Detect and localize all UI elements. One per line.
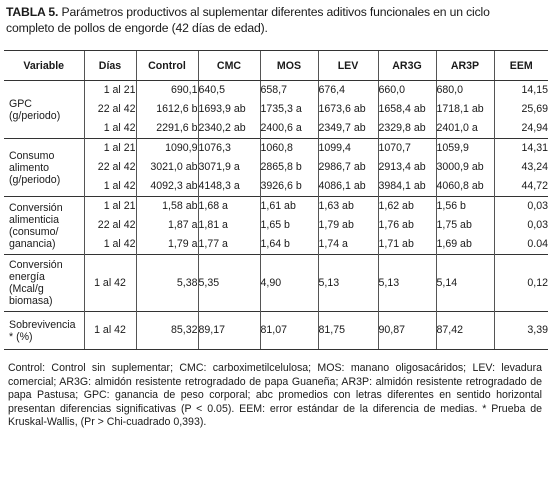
column-header: EEM <box>494 51 548 81</box>
value-cell: 1,68 a <box>198 197 260 217</box>
table-title-line2: completo de pollos de engorde (42 días de edad). <box>6 21 268 35</box>
value-cell: 2865,8 b <box>260 158 318 177</box>
table-footnote: Control: Control sin suplementar; CMC: carboximetilcelulosa; MOS: manano oligosacáridos; LEV: levadura comercial; AR3G: almidón resistente retrogradado de papa Guaneña; AR3P: almidón resistente retrogradado de papa Pastusa; GPC: ganancia de peso corporal; abc promedios con letras diferentes en sentido horizontal presentan diferencias significativas (P < 0.05). EEM: error estándar de la diferencia de medias. * Prueba de Kruskal-Wallis, (Pr > Chi-cuadrado 0,393). <box>8 362 542 429</box>
days-cell: 1 al 21 <box>84 197 136 217</box>
value-cell: 3071,9 a <box>198 158 260 177</box>
value-cell: 1658,4 ab <box>378 100 436 119</box>
value-cell: 25,69 <box>494 100 548 119</box>
days-cell: 22 al 42 <box>84 100 136 119</box>
value-cell: 2329,8 ab <box>378 119 436 139</box>
value-cell: 4,90 <box>260 255 318 312</box>
table-row <box>4 255 548 312</box>
value-cell: 81,75 <box>318 312 378 350</box>
table-label: TABLA 5. <box>6 5 59 19</box>
value-cell: 3021,0 ab <box>136 158 198 177</box>
table-body <box>4 81 548 350</box>
value-cell: 4092,3 ab <box>136 177 198 197</box>
days-cell: 1 al 42 <box>84 255 136 312</box>
value-cell: 1076,3 <box>198 139 260 159</box>
value-cell: 14,31 <box>494 139 548 159</box>
value-cell: 1070,7 <box>378 139 436 159</box>
variable-cell: Sobrevivencia * (%) <box>4 312 84 350</box>
value-cell: 1,65 b <box>260 216 318 235</box>
value-cell: 2291,6 b <box>136 119 198 139</box>
column-header: Variable <box>4 51 84 81</box>
days-cell: 1 al 21 <box>84 81 136 101</box>
value-cell: 1,64 b <box>260 235 318 255</box>
value-cell: 2400,6 a <box>260 119 318 139</box>
variable-cell: Consumo alimento (g/periodo) <box>4 139 84 197</box>
value-cell: 0,03 <box>494 216 548 235</box>
value-cell: 680,0 <box>436 81 494 101</box>
value-cell: 1,76 ab <box>378 216 436 235</box>
table-row <box>4 139 548 159</box>
value-cell: 85,32 <box>136 312 198 350</box>
value-cell: 1693,9 ab <box>198 100 260 119</box>
value-cell: 3,39 <box>494 312 548 350</box>
table-caption <box>6 4 548 36</box>
days-cell: 1 al 21 <box>84 139 136 159</box>
variable-cell: GPC (g/periodo) <box>4 81 84 139</box>
days-cell: 1 al 42 <box>84 177 136 197</box>
value-cell: 1673,6 ab <box>318 100 378 119</box>
value-cell: 690,1 <box>136 81 198 101</box>
table-row <box>4 235 548 255</box>
value-cell: 658,7 <box>260 81 318 101</box>
value-cell: 43,24 <box>494 158 548 177</box>
days-cell: 22 al 42 <box>84 216 136 235</box>
value-cell: 1,63 ab <box>318 197 378 217</box>
value-cell: 1718,1 ab <box>436 100 494 119</box>
value-cell: 4148,3 a <box>198 177 260 197</box>
value-cell: 0,03 <box>494 197 548 217</box>
table-title: Parámetros productivos al suplementar diferentes aditivos funcionales en un ciclo <box>61 5 490 19</box>
days-cell: 1 al 42 <box>84 235 136 255</box>
value-cell: 1,79 a <box>136 235 198 255</box>
column-header: AR3G <box>378 51 436 81</box>
value-cell: 24,94 <box>494 119 548 139</box>
table-row <box>4 119 548 139</box>
value-cell: 44,72 <box>494 177 548 197</box>
value-cell: 1612,6 b <box>136 100 198 119</box>
value-cell: 89,17 <box>198 312 260 350</box>
column-header: Días <box>84 51 136 81</box>
table-row <box>4 216 548 235</box>
value-cell: 3000,9 ab <box>436 158 494 177</box>
value-cell: 1059,9 <box>436 139 494 159</box>
value-cell: 2340,2 ab <box>198 119 260 139</box>
variable-cell: Conversión alimenticia (consumo/ ganancia) <box>4 197 84 255</box>
value-cell: 2986,7 ab <box>318 158 378 177</box>
value-cell: 1060,8 <box>260 139 318 159</box>
value-cell: 2349,7 ab <box>318 119 378 139</box>
table-row <box>4 197 548 217</box>
value-cell: 1090,9 <box>136 139 198 159</box>
days-cell: 1 al 42 <box>84 312 136 350</box>
days-cell: 22 al 42 <box>84 158 136 177</box>
value-cell: 1,71 ab <box>378 235 436 255</box>
table-row <box>4 158 548 177</box>
value-cell: 1,77 a <box>198 235 260 255</box>
value-cell: 81,07 <box>260 312 318 350</box>
value-cell: 0,12 <box>494 255 548 312</box>
table-row <box>4 312 548 350</box>
results-table <box>4 50 548 350</box>
value-cell: 660,0 <box>378 81 436 101</box>
value-cell: 5,35 <box>198 255 260 312</box>
value-cell: 2913,4 ab <box>378 158 436 177</box>
value-cell: 90,87 <box>378 312 436 350</box>
table-row <box>4 81 548 101</box>
value-cell: 4086,1 ab <box>318 177 378 197</box>
value-cell: 1,79 ab <box>318 216 378 235</box>
value-cell: 1,75 ab <box>436 216 494 235</box>
value-cell: 1,81 a <box>198 216 260 235</box>
value-cell: 2401,0 a <box>436 119 494 139</box>
column-header: MOS <box>260 51 318 81</box>
days-cell: 1 al 42 <box>84 119 136 139</box>
value-cell: 1,56 b <box>436 197 494 217</box>
table-header-row <box>4 51 548 81</box>
value-cell: 5,13 <box>318 255 378 312</box>
value-cell: 0.04 <box>494 235 548 255</box>
table-row <box>4 177 548 197</box>
value-cell: 3984,1 ab <box>378 177 436 197</box>
value-cell: 1,74 a <box>318 235 378 255</box>
value-cell: 5,38 <box>136 255 198 312</box>
column-header: CMC <box>198 51 260 81</box>
value-cell: 1,69 ab <box>436 235 494 255</box>
column-header: Control <box>136 51 198 81</box>
column-header: LEV <box>318 51 378 81</box>
value-cell: 5,14 <box>436 255 494 312</box>
value-cell: 640,5 <box>198 81 260 101</box>
value-cell: 1099,4 <box>318 139 378 159</box>
value-cell: 1,61 ab <box>260 197 318 217</box>
value-cell: 4060,8 ab <box>436 177 494 197</box>
value-cell: 14,15 <box>494 81 548 101</box>
value-cell: 3926,6 b <box>260 177 318 197</box>
variable-cell: Conversión energía (Mcal/g biomasa) <box>4 255 84 312</box>
value-cell: 5,13 <box>378 255 436 312</box>
table-row <box>4 100 548 119</box>
value-cell: 676,4 <box>318 81 378 101</box>
column-header: AR3P <box>436 51 494 81</box>
value-cell: 1,58 ab <box>136 197 198 217</box>
value-cell: 1,87 a <box>136 216 198 235</box>
value-cell: 1,62 ab <box>378 197 436 217</box>
value-cell: 1735,3 a <box>260 100 318 119</box>
value-cell: 87,42 <box>436 312 494 350</box>
